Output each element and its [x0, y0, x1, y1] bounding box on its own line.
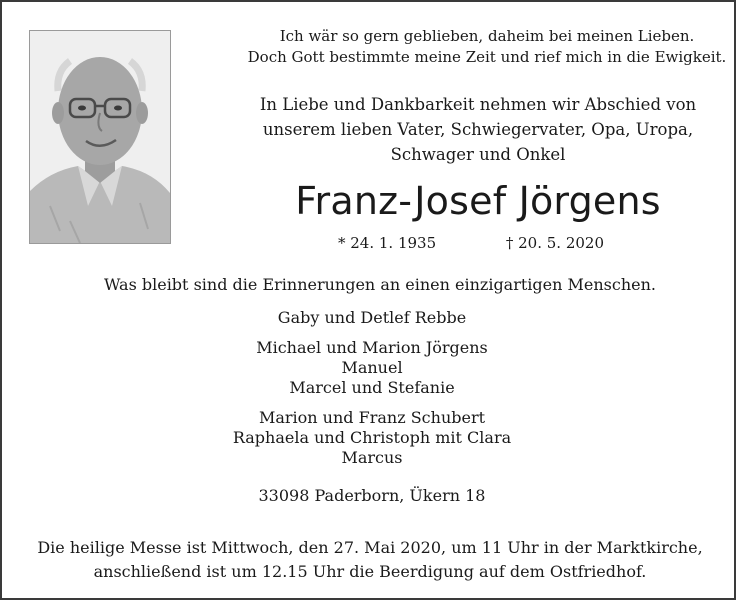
remembrance-text: Was bleibt sind die Erinnerungen an einen einzigartigen Menschen. [103, 275, 657, 294]
mourner-name: Marcel und Stefanie [289, 378, 455, 397]
service-line: Die heilige Messe ist Mittwoch, den 27. Mai 2020, um 11 Uhr in der Marktkirche, [37, 538, 703, 557]
mourner-name: Marion und Franz Schubert [258, 408, 486, 427]
deceased-name: Franz-Josef Jörgens [295, 179, 661, 223]
service-line: anschließend ist um 12.15 Uhr die Beerdigung auf dem Ostfriedhof. [93, 562, 647, 581]
verse [227, 26, 736, 68]
mourner-name: Marcus [341, 448, 403, 467]
mourner-name: Michael und Marion Jörgens [256, 338, 488, 357]
mourner-group [192, 308, 552, 328]
death-date: † 20. 5. 2020 [505, 234, 604, 252]
farewell-intro [198, 92, 736, 167]
birth-date: * 24. 1. 1935 [338, 234, 437, 252]
mourner-name: Raphaela und Christoph mit Clara [232, 428, 512, 447]
mourner-group [192, 338, 552, 398]
intro-line: unserem lieben Vater, Schwiegervater, Opa, Uropa, [262, 120, 694, 139]
mourner-group [192, 408, 552, 468]
family-address: 33098 Paderborn, Ükern 18 [258, 486, 486, 505]
mourners-list [192, 308, 552, 468]
intro-line: Schwager und Onkel [390, 145, 566, 164]
verse-line: Ich wär so gern geblieben, daheim bei meinen Lieben. [279, 27, 695, 45]
mourner-name: Gaby und Detlef Rebbe [277, 308, 467, 327]
mourner-name: Manuel [341, 358, 403, 377]
portrait-illustration [30, 31, 170, 243]
funeral-service-info [20, 536, 720, 584]
intro-line: In Liebe und Dankbarkeit nehmen wir Abschied von [259, 95, 697, 114]
verse-line: Doch Gott bestimmte meine Zeit und rief mich in die Ewigkeit. [247, 48, 727, 66]
portrait-photo [29, 30, 171, 244]
